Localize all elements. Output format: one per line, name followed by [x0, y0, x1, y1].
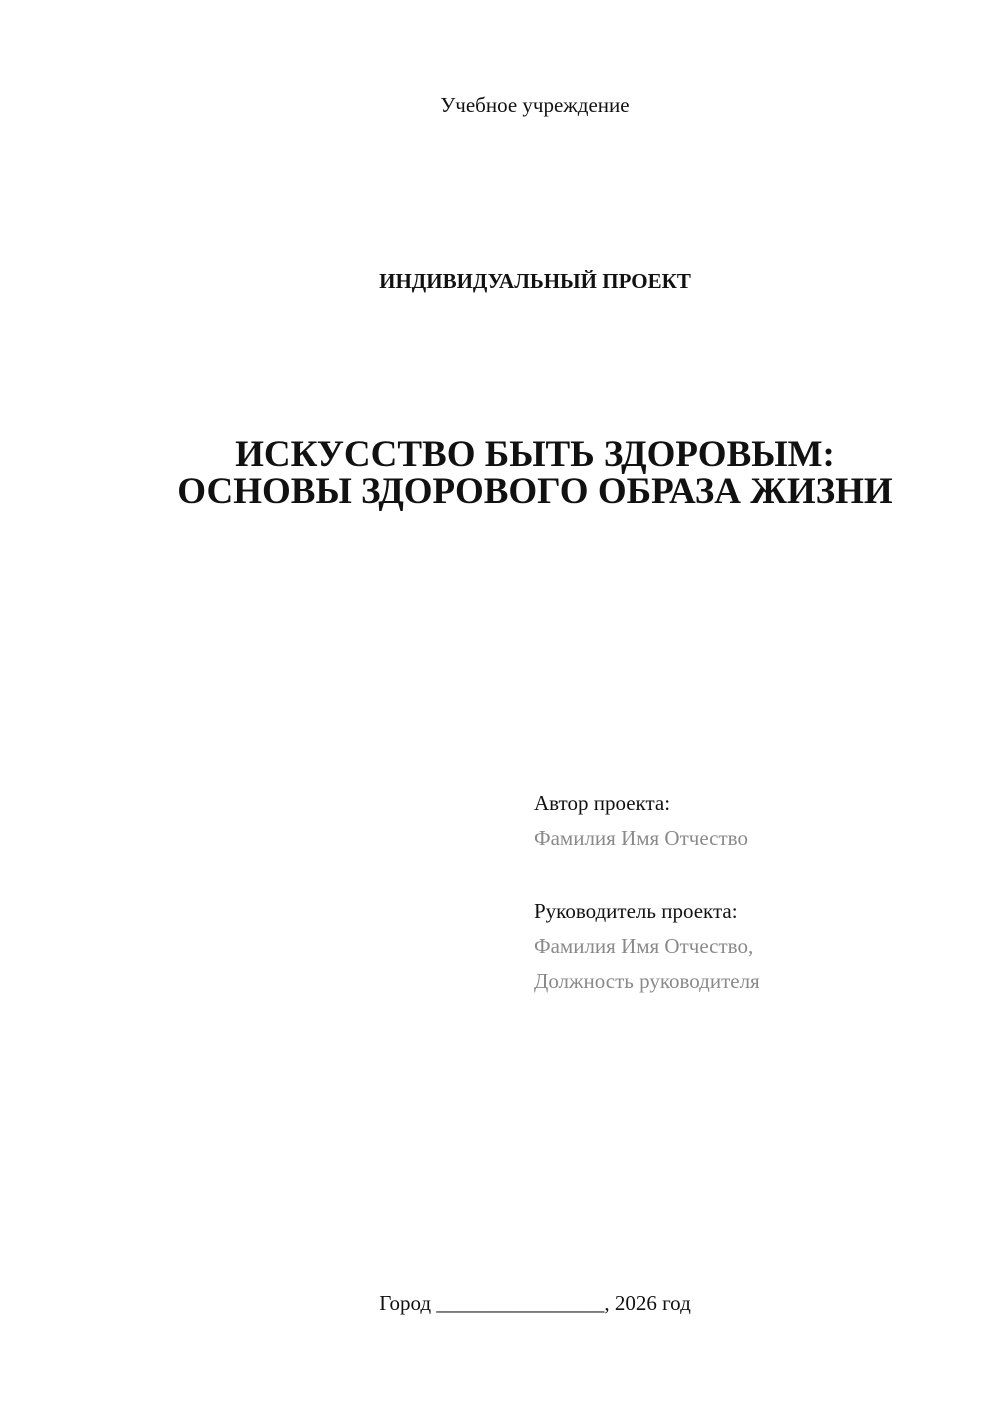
supervisor-name: Фамилия Имя Отчество,	[534, 934, 754, 958]
supervisor-block	[534, 894, 760, 999]
project-title	[70, 436, 1000, 510]
project-title-line-1: ИСКУССТВО БЫТЬ ЗДОРОВЫМ:	[235, 434, 835, 475]
author-label: Автор проекта:	[534, 791, 671, 815]
project-title-line-2: ОСНОВЫ ЗДОРОВОГО ОБРАЗА ЖИЗНИ	[177, 471, 893, 512]
supervisor-position: Должность руководителя	[534, 969, 760, 993]
supervisor-label: Руководитель проекта:	[534, 899, 738, 923]
institution-name: Учебное учреждение	[440, 93, 630, 117]
city-year-line: Город ________________, 2026 год	[379, 1291, 691, 1315]
author-block	[534, 786, 748, 856]
project-type-heading: ИНДИВИДУАЛЬНЫЙ ПРОЕКТ	[379, 269, 691, 293]
author-name: Фамилия Имя Отчество	[534, 826, 748, 850]
